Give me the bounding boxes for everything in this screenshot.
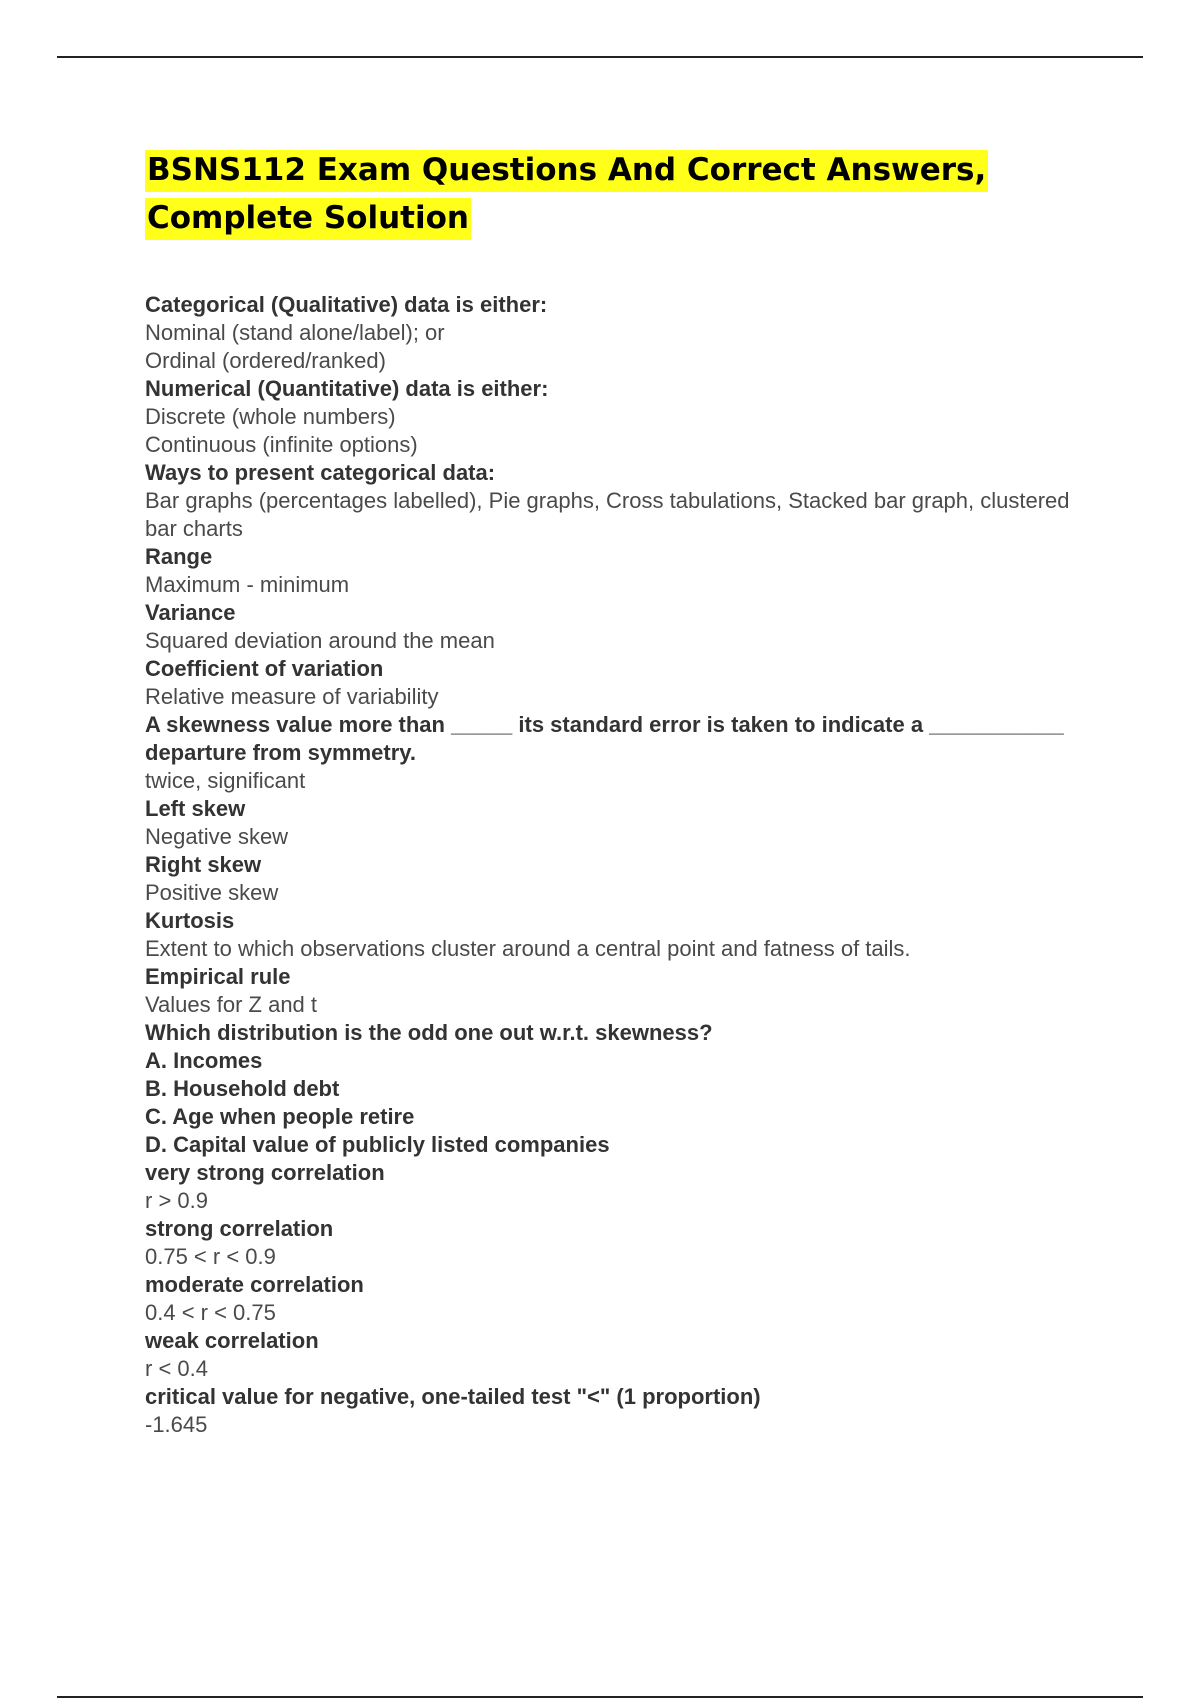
qa-list [145,291,1075,1439]
question-critical-value: critical value for negative, one-tailed test "<" (1 proportion) [145,1384,761,1409]
answer-critical-value: -1.645 [145,1412,208,1437]
question-coefficient-of-variation: Coefficient of variation [145,656,384,681]
answer-empirical-rule: Values for Z and t [145,992,318,1017]
question-empirical-rule: Empirical rule [145,964,291,989]
question-right-skew: Right skew [145,852,262,877]
question-weak-correlation: weak correlation [145,1328,319,1353]
answer-discrete: Discrete (whole numbers) [145,404,396,429]
answer-weak-correlation: r < 0.4 [145,1356,208,1381]
answer-very-strong-correlation: r > 0.9 [145,1188,208,1213]
answer-variance: Squared deviation around the mean [145,628,495,653]
answer-strong-correlation: 0.75 < r < 0.9 [145,1244,276,1269]
question-variance: Variance [145,600,236,625]
question-kurtosis: Kurtosis [145,908,235,933]
answer-range: Maximum - minimum [145,572,350,597]
answer-skewness-value: twice, significant [145,768,306,793]
top-divider [57,56,1143,58]
answer-continuous: Continuous (infinite options) [145,432,418,457]
answer-coefficient-of-variation: Relative measure of variability [145,684,439,709]
question-odd-distribution: Which distribution is the odd one out w.r.t. skewness? A. Incomes B. Household debt C. Age when people retire D. Capital value of publicly listed companies [145,1020,713,1157]
answer-left-skew: Negative skew [145,824,289,849]
answer-present-categorical: Bar graphs (percentages labelled), Pie graphs, Cross tabulations, Stacked bar graph, clustered bar charts [145,488,1076,541]
bottom-divider [57,1696,1143,1698]
question-skewness-value: A skewness value more than _____ its standard error is taken to indicate a ___________ departure from symmetry. [145,712,1070,765]
question-moderate-correlation: moderate correlation [145,1272,364,1297]
document-title [145,146,1045,242]
answer-moderate-correlation: 0.4 < r < 0.75 [145,1300,276,1325]
question-strong-correlation: strong correlation [145,1216,334,1241]
question-left-skew: Left skew [145,796,246,821]
question-range: Range [145,544,213,569]
answer-nominal: Nominal (stand alone/label); or [145,320,445,345]
question-present-categorical: Ways to present categorical data: [145,460,496,485]
title-highlight: BSNS112 Exam Questions And Correct Answers, Complete Solution [145,150,988,240]
answer-ordinal: Ordinal (ordered/ranked) [145,348,386,373]
question-categorical: Categorical (Qualitative) data is either: [145,292,548,317]
question-numerical: Numerical (Quantitative) data is either: [145,376,549,401]
answer-kurtosis: Extent to which observations cluster around a central point and fatness of tails. [145,936,911,961]
answer-right-skew: Positive skew [145,880,279,905]
question-very-strong-correlation: very strong correlation [145,1160,385,1185]
